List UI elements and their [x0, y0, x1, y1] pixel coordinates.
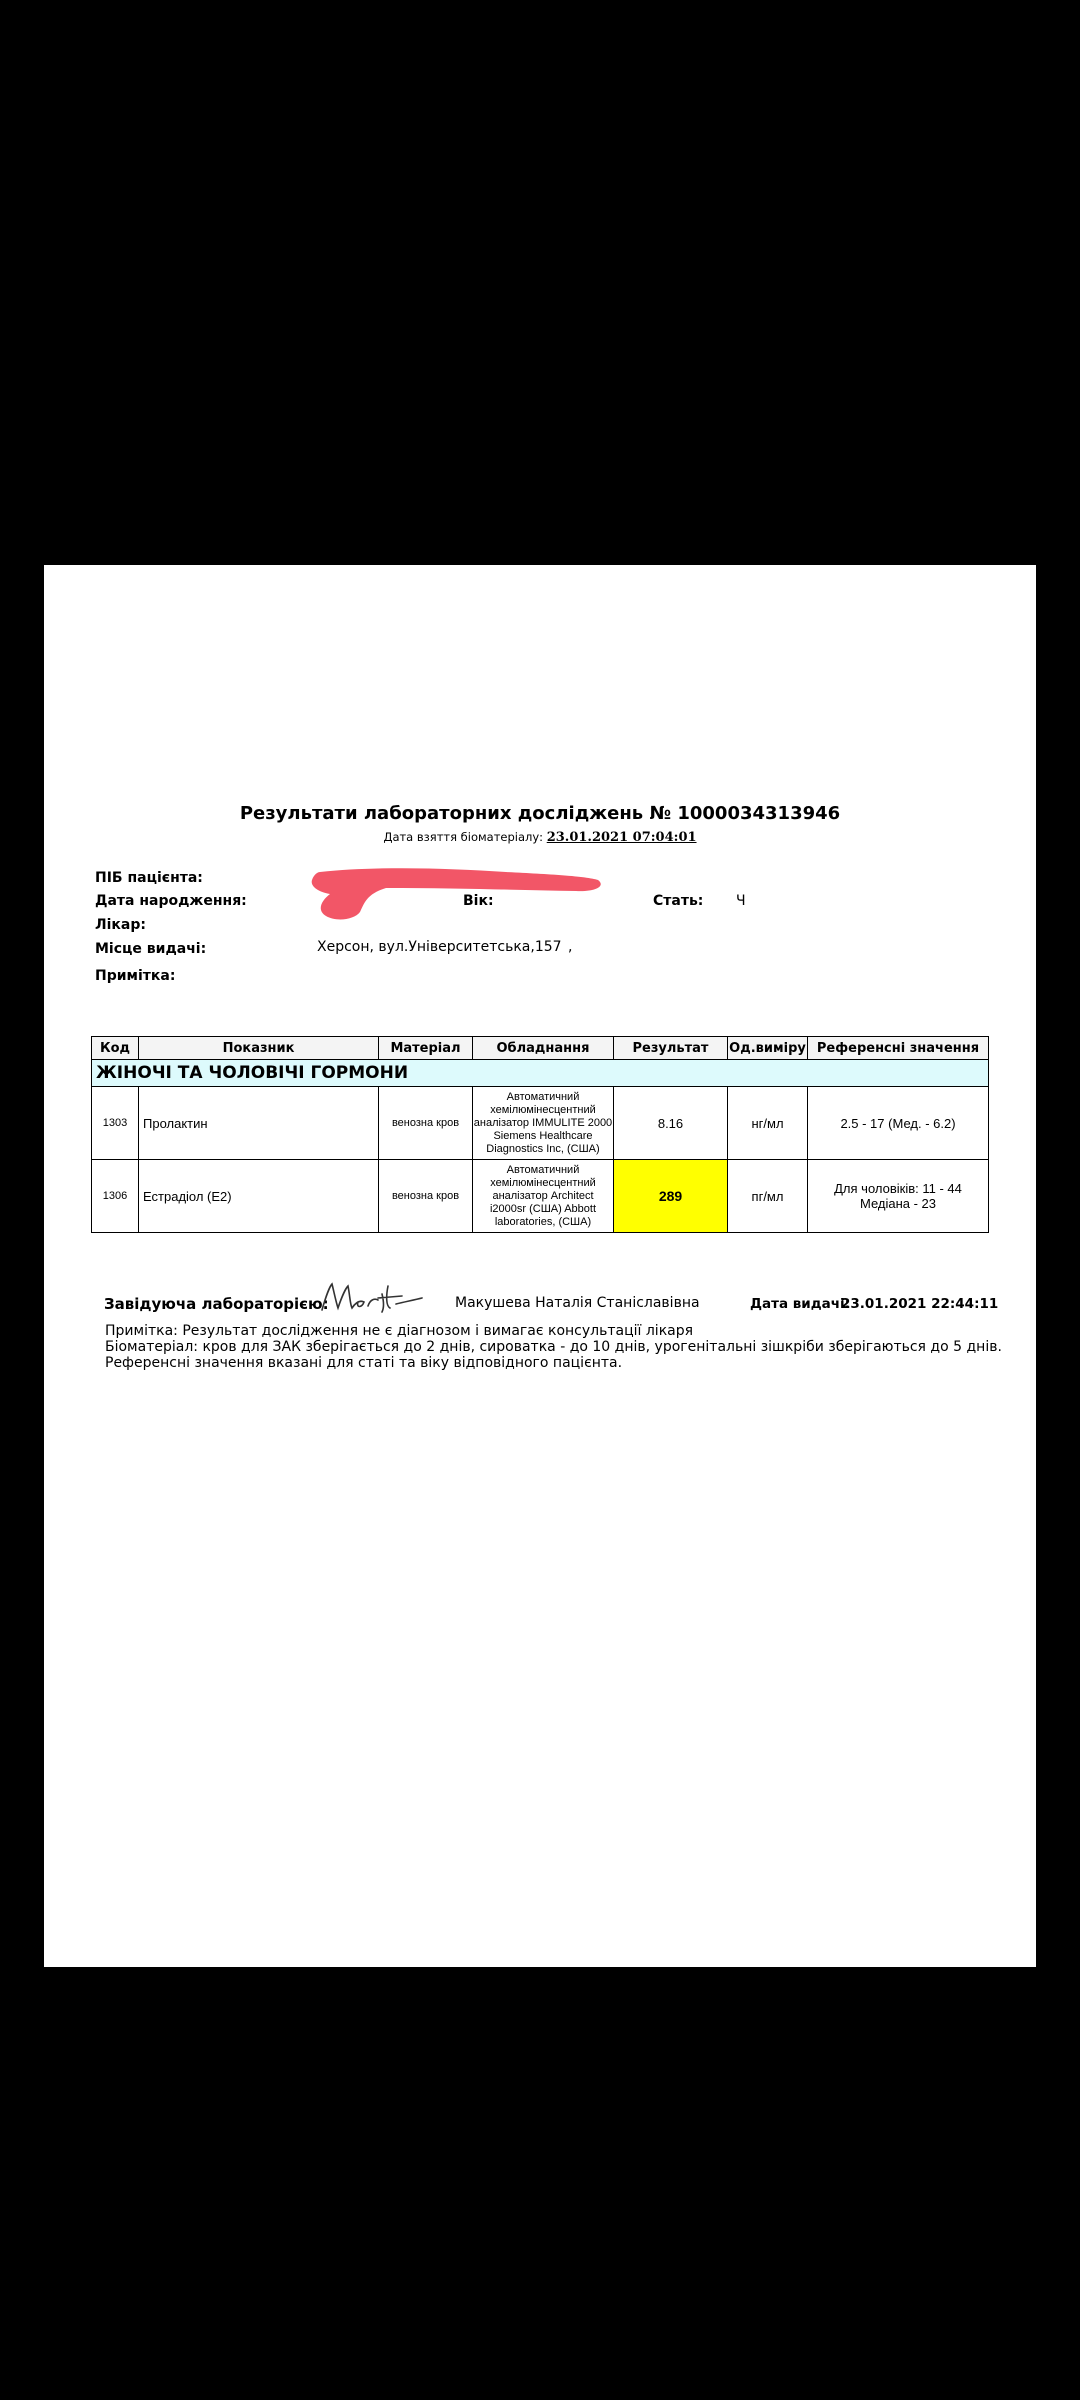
sex-label: Стать:: [653, 893, 704, 909]
sample-date-value: 23.01.2021 07:04:01: [546, 830, 697, 845]
header-indicator: Показник: [139, 1037, 379, 1060]
sex-value: Ч: [736, 893, 746, 909]
row-equipment: Автоматичний хемілюмінесцентний аналізатор Architect i2000sr (США) Abbott laboratories, (США): [473, 1160, 614, 1233]
age-label: Вік:: [463, 893, 494, 909]
header-code: Код: [92, 1037, 139, 1060]
row-reference: 2.5 - 17 (Мед. - 6.2): [808, 1087, 989, 1160]
row-result-flagged: 289: [614, 1160, 728, 1233]
lab-report-page: [44, 565, 1036, 1967]
place-label: Місце видачі:: [95, 941, 207, 957]
section-title: ЖІНОЧІ ТА ЧОЛОВІЧІ ГОРМОНИ: [92, 1060, 989, 1087]
header-unit: Од.виміру: [728, 1037, 808, 1060]
patient-name-label: ПІБ пацієнта:: [95, 870, 203, 886]
row-indicator: Естрадіол (Е2): [139, 1160, 379, 1233]
header-material: Матеріал: [379, 1037, 473, 1060]
header-result: Результат: [614, 1037, 728, 1060]
reference-line: Для чоловіків: 11 - 44: [834, 1181, 962, 1196]
lab-head-name: Макушева Наталія Станіславівна: [455, 1295, 700, 1311]
footer-note: Референсні значення вказані для статі та віку відповідного пацієнта.: [105, 1355, 623, 1371]
row-material: венозна кров: [379, 1160, 473, 1233]
doctor-label: Лікар:: [95, 917, 146, 933]
table-header-row: [92, 1037, 989, 1060]
row-unit: пг/мл: [728, 1160, 808, 1233]
row-code: 1303: [92, 1087, 139, 1160]
sample-date-line: [44, 830, 1036, 845]
place-suffix: ,: [568, 939, 573, 955]
redaction-mark: [306, 860, 606, 922]
header-reference: Референсні значення: [808, 1037, 989, 1060]
results-table: [91, 1036, 989, 1233]
row-unit: нг/мл: [728, 1087, 808, 1160]
place-value: Херсон, вул.Університетська,157: [317, 939, 562, 955]
header-equipment: Обладнання: [473, 1037, 614, 1060]
reference-line: Медіана - 23: [859, 1196, 937, 1211]
note-label: Примітка:: [95, 968, 176, 984]
sample-date-label: Дата взяття біоматеріалу:: [383, 830, 544, 844]
footer-note: Примітка: Результат дослідження не є діагнозом і вимагає консультації лікаря: [105, 1323, 694, 1339]
row-equipment: Автоматичний хемілюмінесцентний аналізатор IMMULITE 2000 Siemens Healthcare Diagnostics Inc, (США): [473, 1087, 614, 1160]
row-result: 8.16: [614, 1087, 728, 1160]
lab-head-label: Завідуюча лабораторією:: [104, 1295, 329, 1313]
row-indicator: Пролактин: [139, 1087, 379, 1160]
row-reference: [808, 1160, 989, 1233]
table-row: [92, 1087, 989, 1160]
issue-date-value: 23.01.2021 22:44:11: [841, 1296, 999, 1312]
report-title: Результати лабораторних досліджень № 1000034313946: [239, 803, 841, 824]
section-row: [92, 1060, 989, 1087]
table-row: [92, 1160, 989, 1233]
birth-date-label: Дата народження:: [95, 893, 247, 909]
signature-image: [316, 1278, 426, 1318]
row-code: 1306: [92, 1160, 139, 1233]
row-material: венозна кров: [379, 1087, 473, 1160]
footer-note: Біоматеріал: кров для ЗАК зберігається до 2 днів, сироватка - до 10 днів, урогенітальні зішкріби зберігаються до 5 днів.: [105, 1339, 1002, 1355]
issue-date-label: Дата видачі:: [750, 1296, 851, 1312]
